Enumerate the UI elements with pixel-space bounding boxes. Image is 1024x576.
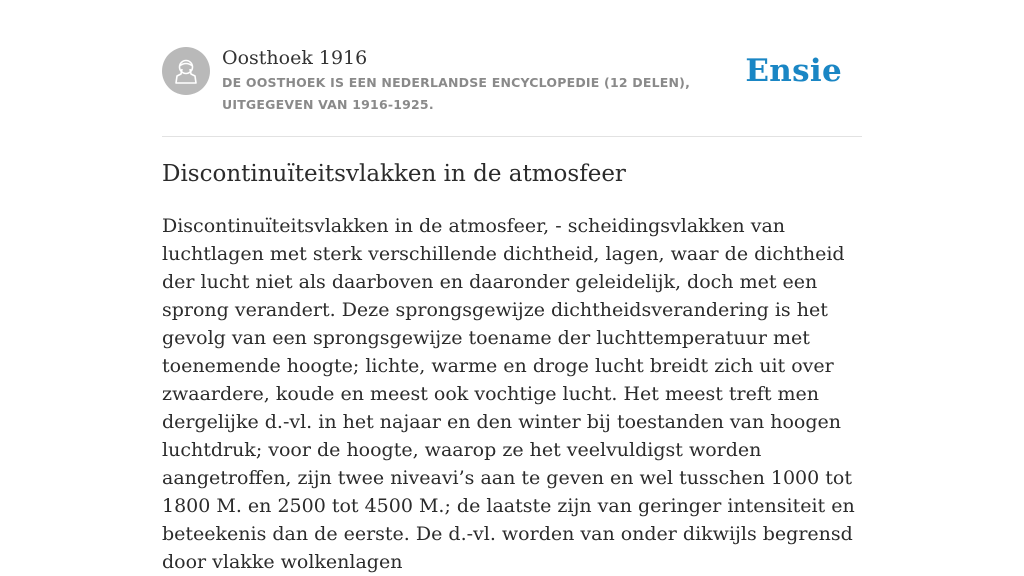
article-title: Discontinuïteitsvlakken in de atmosfeer <box>162 161 626 187</box>
source-avatar[interactable] <box>162 47 210 95</box>
ensie-logo[interactable]: Ensie <box>745 53 842 89</box>
source-header <box>162 46 862 137</box>
source-name[interactable]: Oosthoek 1916 <box>222 47 368 69</box>
source-description: DE OOSTHOEK IS EEN NEDERLANDSE ENCYCLOPEDIE (12 DELEN), UITGEGEVEN VAN 1916-1925. <box>222 75 691 112</box>
user-icon <box>162 47 210 95</box>
article-body: Discontinuïteitsvlakken in de atmosfeer, - scheidingsvlakken van luchtlagen met sterk verschillende dichtheid, lagen, waar de dichtheid der lucht niet als daarboven en daaronder geleidelijk, doch met een sprong verandert. Deze sprongsgewijze dichtheidsverandering is het gevolg van een sprongsgewijze toename der luchttemperatuur met toenemende hoogte; lichte, warme en droge lucht breidt zich uit over zwaardere, koude en meest ook vochtige lucht. Het meest treft men dergelijke d.-vl. in het najaar en den winter bij toestanden van hoogen luchtdruk; voor de hoogte, waarop ze het veelvuldigst worden aangetroffen, zijn twee niveavi’s aan te geven en wel tusschen 1000 tot 1800 M. en 2500 tot 4500 M.; de laatste zijn van geringer intensiteit en beteekenis dan de eerste. De d.-vl. worden van onder dikwijls begrensd door vlakke wolkenlagen <box>162 215 855 573</box>
